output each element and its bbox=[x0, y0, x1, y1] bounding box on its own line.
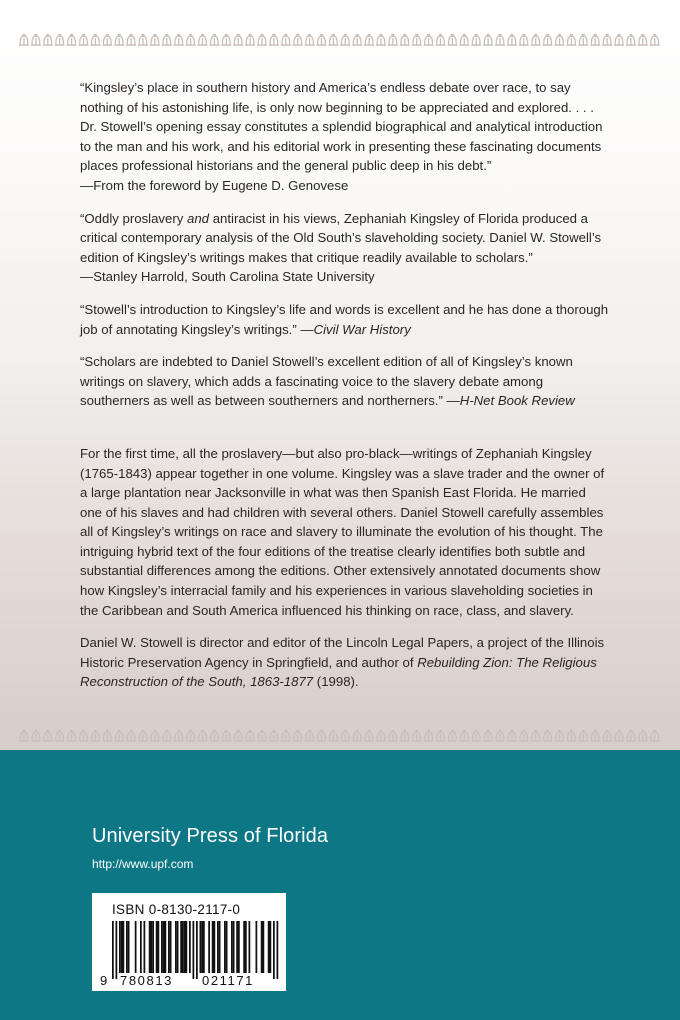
barcode-bar bbox=[158, 921, 160, 973]
barcode-bar bbox=[182, 921, 184, 973]
ornament-motif bbox=[114, 34, 124, 46]
barcode-digits bbox=[92, 973, 286, 989]
ornament-motif bbox=[364, 34, 374, 46]
ornament-motif bbox=[328, 730, 338, 742]
ornament-motif bbox=[55, 730, 65, 742]
ornament-motif bbox=[43, 34, 53, 46]
top-ornament-border bbox=[18, 32, 662, 46]
ornament-motif bbox=[186, 730, 196, 742]
barcode-bar bbox=[156, 921, 158, 973]
ornament-motif bbox=[555, 730, 565, 742]
ornament-motif bbox=[293, 730, 303, 742]
barcode-bar bbox=[268, 921, 270, 973]
description-section bbox=[80, 444, 610, 692]
ornament-motif bbox=[412, 34, 422, 46]
barcode bbox=[92, 893, 286, 991]
ornament-motif bbox=[388, 34, 398, 46]
ornament-motif bbox=[340, 730, 350, 742]
ornament-motif bbox=[543, 730, 553, 742]
barcode-bar bbox=[116, 921, 118, 979]
ornament-motif bbox=[90, 730, 100, 742]
blurb-attribution: —Stanley Harrold, South Carolina State University bbox=[80, 269, 375, 285]
ornament-motif bbox=[209, 34, 219, 46]
italic-text: —H-Net Book Review bbox=[446, 393, 575, 409]
barcode-bar bbox=[186, 921, 188, 973]
ornament-motif bbox=[376, 34, 386, 46]
publisher-name: University Press of Florida bbox=[92, 825, 329, 847]
ornament-motif bbox=[174, 730, 184, 742]
ornament-motif bbox=[578, 730, 588, 742]
ornament-motif bbox=[317, 730, 327, 742]
ornament-motif bbox=[138, 34, 148, 46]
ornament-motif bbox=[186, 34, 196, 46]
ornament-motif bbox=[459, 730, 469, 742]
ornament-motif bbox=[519, 730, 529, 742]
ornament-motif bbox=[305, 730, 315, 742]
ornament-motif bbox=[19, 34, 29, 46]
publisher-url[interactable]: http://www.upf.com bbox=[92, 857, 194, 871]
blurb-section bbox=[80, 78, 610, 705]
ornament-motif bbox=[281, 34, 291, 46]
barcode-bar bbox=[161, 921, 163, 973]
ornament-motif bbox=[257, 34, 267, 46]
barcode-bar bbox=[273, 921, 275, 979]
ornament-motif bbox=[209, 730, 219, 742]
barcode-bar bbox=[175, 921, 177, 973]
ornament-motif bbox=[495, 730, 505, 742]
ornament-motif bbox=[102, 34, 112, 46]
barcode-bar bbox=[149, 921, 151, 973]
italic-text: Rebuilding Zion: The Religious Reconstruction of the South, 1863-1877 bbox=[80, 654, 597, 690]
ornament-motif bbox=[626, 730, 636, 742]
ornament-motif bbox=[459, 34, 469, 46]
ornament-motif bbox=[269, 34, 279, 46]
barcode-bar bbox=[112, 921, 114, 979]
text-run: antiracist in his views, Zephaniah Kingsley of Florida produced a critical contemporary analysis of the Old South’s slaveholding society. Daniel W. Stowell’s edition of Kingsley’s writings makes that critique readily available to scholars.” bbox=[80, 210, 602, 265]
italic-text: and bbox=[187, 210, 210, 226]
ornament-motif bbox=[566, 730, 576, 742]
text-run: For the first time, all the proslavery—but also pro-black—writings of Zephaniah Kingsley (1765-1843) appear together in one volume. Kingsley was a slave trader and the owner of a large plantation near Jacksonville in what was then Spanish East Florida. He married one of his slaves and had children with several others. Daniel Stowell carefully assembles all of Kingsley’s writings on race and slavery to illuminate the evolution of his thought. The intriguing hybrid text of the four editions of the treatise clearly identifies both subtle and substantial differences among the editions. Other extensively annotated documents show how Kingsley’s interracial family and his experiences in various slaveholding societies in the Caribbean and South America influenced his thinking on race, class, and slavery. bbox=[80, 445, 605, 618]
barcode-bar bbox=[277, 921, 279, 979]
ornament-motif bbox=[483, 34, 493, 46]
barcode-bar bbox=[189, 921, 191, 973]
ornament-motif bbox=[376, 730, 386, 742]
ornament-motif bbox=[555, 34, 565, 46]
ornament-motif bbox=[650, 730, 660, 742]
blurb-quote bbox=[80, 300, 610, 339]
italic-text: —Civil War History bbox=[300, 321, 411, 337]
ornament-motif bbox=[150, 34, 160, 46]
ornament-motif bbox=[174, 34, 184, 46]
barcode-bar bbox=[126, 921, 128, 973]
barcode-bar bbox=[226, 921, 228, 973]
barcode-bar bbox=[233, 921, 235, 973]
ornament-motif bbox=[67, 34, 77, 46]
ornament-motif bbox=[495, 34, 505, 46]
ornament-motif bbox=[638, 730, 648, 742]
ornament-motif bbox=[305, 34, 315, 46]
ornament-motif bbox=[471, 730, 481, 742]
barcode-bar bbox=[231, 921, 233, 973]
ornament-motif bbox=[317, 34, 327, 46]
ornament-motif bbox=[233, 34, 243, 46]
ornament-motif bbox=[198, 34, 208, 46]
ornament-motif bbox=[162, 730, 172, 742]
barcode-bar bbox=[193, 921, 195, 979]
barcode-bar bbox=[151, 921, 153, 973]
ornament-motif bbox=[507, 34, 517, 46]
text-run: “Stowell’s introduction to Kingsley’s life and words is excellent and he has done a thorough job of annotating Kingsley’s writings.” bbox=[80, 301, 609, 337]
ornament-motif bbox=[650, 34, 660, 46]
ornament-motif bbox=[507, 730, 517, 742]
ornament-motif bbox=[447, 34, 457, 46]
barcode-bar bbox=[249, 921, 251, 973]
barcode-bar bbox=[177, 921, 179, 973]
bottom-ornament-border bbox=[18, 728, 662, 742]
ornament-motif bbox=[483, 730, 493, 742]
barcode-bar bbox=[144, 921, 146, 973]
ornament-motif bbox=[257, 730, 267, 742]
ornament-motif bbox=[578, 34, 588, 46]
ornament-motif bbox=[138, 730, 148, 742]
ornament-motif bbox=[447, 730, 457, 742]
barcode-bar bbox=[119, 921, 121, 973]
ornament-motif bbox=[43, 730, 53, 742]
barcode-digits-left: 780813 bbox=[120, 973, 173, 988]
ornament-motif bbox=[424, 730, 434, 742]
barcode-bar bbox=[203, 921, 205, 973]
barcode-bar bbox=[212, 921, 214, 973]
barcode-bar bbox=[168, 921, 170, 973]
barcode-bar bbox=[196, 921, 198, 979]
ornament-motif bbox=[162, 34, 172, 46]
ornament-motif bbox=[436, 730, 446, 742]
ornament-motif bbox=[281, 730, 291, 742]
barcode-bar bbox=[236, 921, 238, 973]
barcode-bar bbox=[224, 921, 226, 973]
barcode-bar bbox=[238, 921, 240, 973]
barcode-bar bbox=[245, 921, 247, 973]
ornament-motif bbox=[90, 34, 100, 46]
blurb-quote bbox=[80, 209, 610, 287]
ornament-motif bbox=[269, 730, 279, 742]
blurb-quote bbox=[80, 352, 610, 411]
barcode-bar bbox=[180, 921, 182, 973]
ornament-motif bbox=[102, 730, 112, 742]
ornament-motif bbox=[590, 730, 600, 742]
barcode-digits-right: 021171 bbox=[202, 973, 255, 988]
ornament-row-icon bbox=[18, 728, 662, 742]
barcode-bar bbox=[123, 921, 125, 973]
ornament-motif bbox=[590, 34, 600, 46]
ornament-motif bbox=[436, 34, 446, 46]
barcode-bar bbox=[263, 921, 265, 973]
ornament-motif bbox=[626, 34, 636, 46]
ornament-motif bbox=[221, 730, 231, 742]
ornament-motif bbox=[19, 730, 29, 742]
barcode-bar bbox=[214, 921, 216, 973]
ornament-motif bbox=[602, 730, 612, 742]
description-paragraph bbox=[80, 444, 610, 620]
ornament-motif bbox=[352, 730, 362, 742]
barcode-bar bbox=[163, 921, 165, 973]
ornament-motif bbox=[531, 730, 541, 742]
ornament-motif bbox=[566, 34, 576, 46]
ornament-row-icon bbox=[18, 32, 662, 46]
ornament-motif bbox=[340, 34, 350, 46]
ornament-motif bbox=[471, 34, 481, 46]
barcode-bar bbox=[152, 921, 154, 973]
ornament-motif bbox=[352, 34, 362, 46]
blurb-attribution: —From the foreword by Eugene D. Genovese bbox=[80, 177, 349, 193]
barcode-bar bbox=[184, 921, 186, 973]
barcode-bar bbox=[128, 921, 130, 973]
ornament-motif bbox=[400, 34, 410, 46]
blurb-quote bbox=[80, 78, 610, 196]
barcode-bar bbox=[165, 921, 167, 973]
barcode-bar bbox=[201, 921, 203, 973]
barcode-digit-first: 9 bbox=[100, 973, 108, 988]
ornament-motif bbox=[198, 730, 208, 742]
ornament-motif bbox=[424, 34, 434, 46]
ornament-motif bbox=[364, 730, 374, 742]
barcode-bar bbox=[243, 921, 245, 973]
ornament-motif bbox=[531, 34, 541, 46]
ornament-motif bbox=[519, 34, 529, 46]
text-run: “Oddly proslavery bbox=[80, 210, 188, 226]
ornament-motif bbox=[126, 34, 136, 46]
blurb-list bbox=[80, 78, 610, 411]
ornament-motif bbox=[245, 34, 255, 46]
ornament-motif bbox=[55, 34, 65, 46]
ornament-motif bbox=[67, 730, 77, 742]
description-paragraph bbox=[80, 633, 610, 692]
text-run: (1998). bbox=[313, 674, 359, 690]
ornament-motif bbox=[79, 34, 89, 46]
ornament-motif bbox=[245, 730, 255, 742]
ornament-motif bbox=[233, 730, 243, 742]
barcode-bar bbox=[261, 921, 263, 973]
ornament-motif bbox=[328, 34, 338, 46]
barcode-bar bbox=[121, 921, 123, 973]
barcode-bar bbox=[200, 921, 202, 973]
barcode-bar bbox=[270, 921, 272, 973]
barcode-bar bbox=[170, 921, 172, 973]
ornament-motif bbox=[31, 34, 41, 46]
ornament-motif bbox=[543, 34, 553, 46]
text-run: “Kingsley’s place in southern history and America’s endless debate over race, to say nothing of his astonishing life, is only now beginning to be appreciated and explored. . . . Dr. Stowell’s opening essay constitutes a splendid biographical and analytical introduction to the man and his work, and his editorial work in presenting these fascinating documents places professional historians and the general public deep in his debt.” bbox=[80, 80, 603, 174]
ornament-motif bbox=[221, 34, 231, 46]
ornament-motif bbox=[79, 730, 89, 742]
text-run: “Scholars are indebted to Daniel Stowell’s excellent edition of all of Kingsley’s known writings on slavery, which adds a fascinating voice to the slavery debate among southerners as well as between southerners and northerners.” bbox=[80, 354, 573, 409]
barcode-bar bbox=[135, 921, 137, 973]
barcode-bar bbox=[140, 921, 142, 973]
ornament-motif bbox=[614, 730, 624, 742]
ornament-motif bbox=[412, 730, 422, 742]
barcode-bar bbox=[219, 921, 221, 973]
text-run: Daniel W. Stowell is director and editor of the Lincoln Legal Papers, a project of the Illinois Historic Preservation Agency in Springfield, and author of bbox=[80, 635, 605, 670]
ornament-motif bbox=[400, 730, 410, 742]
ornament-motif bbox=[614, 34, 624, 46]
barcode-bar bbox=[208, 921, 210, 973]
ornament-motif bbox=[126, 730, 136, 742]
ornament-motif bbox=[602, 34, 612, 46]
ornament-motif bbox=[293, 34, 303, 46]
barcode-bar bbox=[217, 921, 219, 973]
ornament-motif bbox=[150, 730, 160, 742]
ornament-motif bbox=[114, 730, 124, 742]
ornament-motif bbox=[388, 730, 398, 742]
ornament-motif bbox=[31, 730, 41, 742]
barcode-bar bbox=[256, 921, 258, 973]
isbn-label: ISBN 0-8130-2117-0 bbox=[112, 902, 241, 917]
ornament-motif bbox=[638, 34, 648, 46]
